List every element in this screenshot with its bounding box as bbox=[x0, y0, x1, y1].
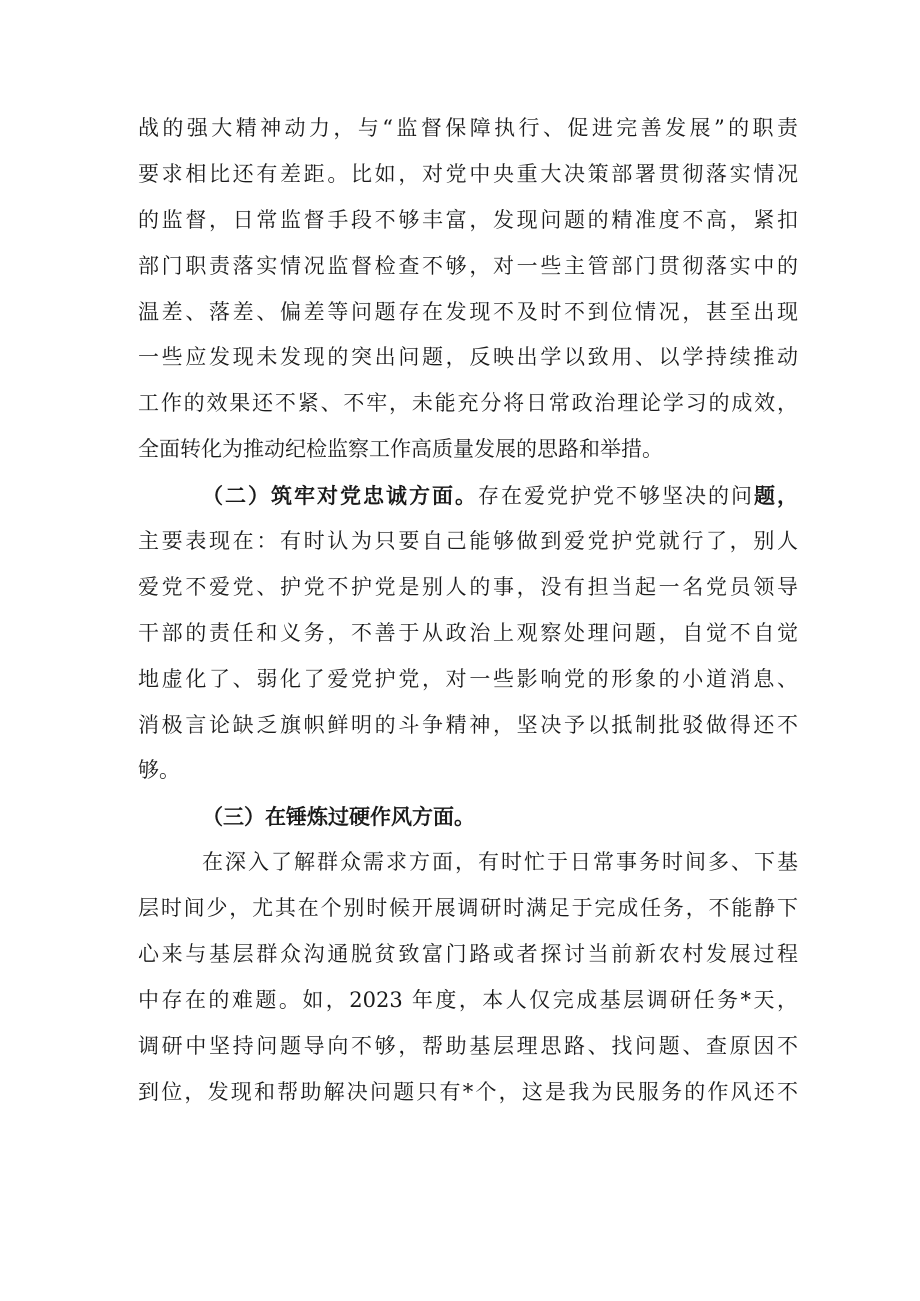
text-line: 全面转化为推动纪检监察工作高质量发展的思路和举措。 bbox=[138, 437, 663, 462]
text-line: 的监督，日常监督手段不够丰富，发现问题的精准度不高，紧扣 bbox=[138, 207, 798, 232]
text-line: 调研中坚持问题导向不够，帮助基层理思路、找问题、查原因不 bbox=[138, 1033, 798, 1058]
text-line: 部门职责落实情况监督检查不够，对一些主管部门贯彻落实中的 bbox=[138, 253, 798, 278]
text-line: 到位，发现和帮助解决问题只有*个，这是我为民服务的作风还不 bbox=[138, 1079, 798, 1104]
text-line: 一些应发现未发现的突出问题，反映出学以致用、以学持续推动 bbox=[138, 345, 798, 370]
text-line: 要求相比还有差距。比如，对党中央重大决策部署贯彻落实情况 bbox=[138, 161, 798, 186]
text-line: 温差、落差、偏差等问题存在发现不及时不到位情况，甚至出现 bbox=[138, 299, 798, 324]
paragraph-work-style bbox=[138, 840, 798, 1115]
inline-bold-text: 题， bbox=[754, 483, 798, 509]
text-line: 干部的责任和义务，不善于从政治上观察处理问题，自觉不自觉 bbox=[138, 620, 798, 645]
text-line: 够。 bbox=[138, 758, 180, 783]
section-heading-work-style: （三）在锤炼过硬作风方面。 bbox=[202, 804, 475, 830]
text-line: 心来与基层群众沟通脱贫致富门路或者探讨当前新农村发展过程 bbox=[138, 942, 798, 967]
text-line: 爱党不爱党、护党不护党是别人的事，没有担当起一名党员领导 bbox=[138, 574, 798, 599]
section-heading-loyalty: （二）筑牢对党忠诚方面。 bbox=[202, 483, 478, 509]
text-line: 层时间少，尤其在个别时候开展调研时满足于完成任务，不能静下 bbox=[138, 896, 798, 921]
text-line: 战的强大精神动力，与“监督保障执行、促进完善发展”的职责 bbox=[138, 116, 798, 140]
document-body bbox=[138, 106, 798, 1116]
text-line: 中存在的难题。如，2023 年度，本人仅完成基层调研任务*天， bbox=[138, 987, 798, 1012]
inline-text: 存在爱党护党不够坚决的问 bbox=[478, 484, 754, 509]
text-line: 主要表现在：有时认为只要自己能够做到爱党护党就行了，别人 bbox=[138, 529, 798, 554]
text-line bbox=[138, 473, 798, 519]
text-line: 工作的效果还不紧、不牢，未能充分将日常政治理论学习的成效， bbox=[138, 391, 798, 416]
text-line: 在深入了解群众需求方面，有时忙于日常事务时间多、下基 bbox=[202, 850, 798, 875]
text-line: 地虚化了、弱化了爱党护党，对一些影响党的形象的小道消息、 bbox=[138, 666, 798, 691]
paragraph-party-loyalty bbox=[138, 473, 798, 794]
paragraph-supervision-gap bbox=[138, 106, 798, 473]
text-line: 消极言论缺乏旗帜鲜明的斗争精神，坚决予以抵制批驳做得还不 bbox=[138, 712, 798, 737]
